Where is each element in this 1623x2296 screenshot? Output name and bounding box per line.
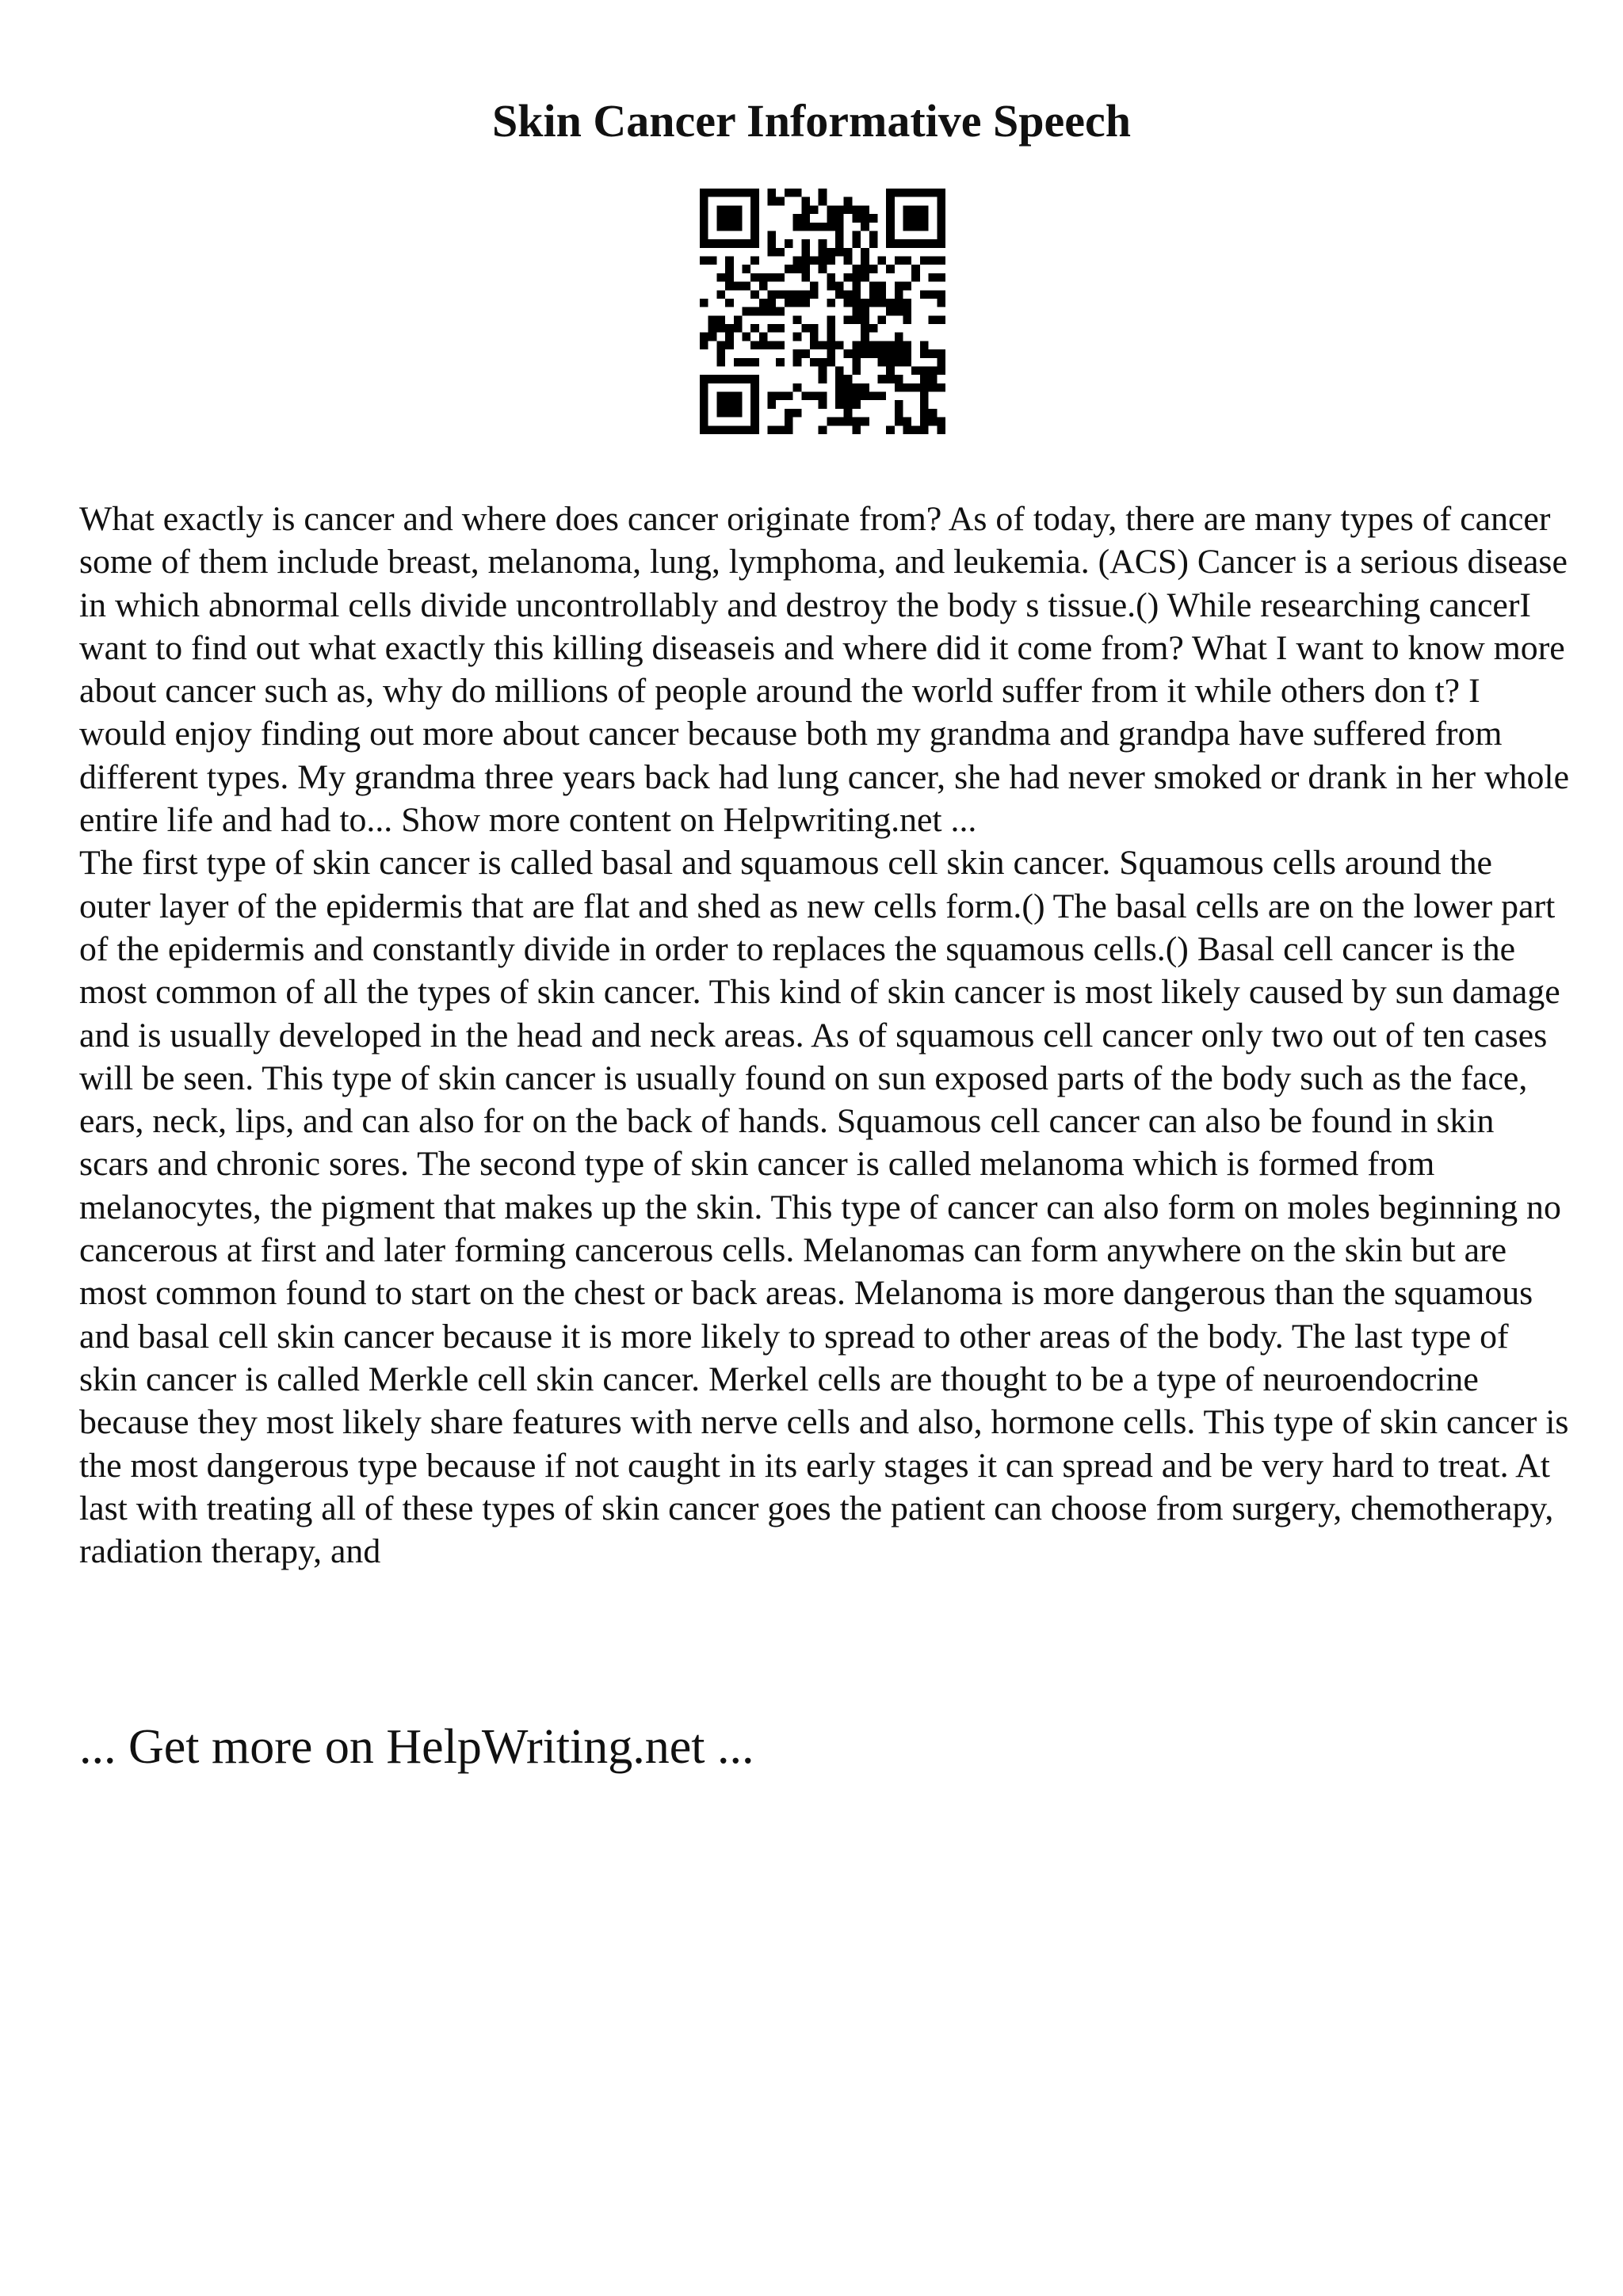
page-title: Skin Cancer Informative Speech <box>491 95 1132 147</box>
paragraph-intro: What exactly is cancer and where does cancer originate from? As of today, there are many types of cancer some of them include breast, melanoma, lung, lymphoma, and leukemia. (ACS) Cancer is a serious disease in which abnormal cells divide uncontrollably and destroy the body s tissue.() While researching cancerI want to find out what exactly this killing diseaseis and where did it come from? What I want to know more about cancer such as, why do millions of people around the world suffer from it while others don t? I would enjoy finding out more about cancer because both my grandma and grandpa have suffered from different types. My grandma three years back had lung cancer, she had never smoked or drank in her whole entire life and had to... Show more content on Helpwriting.net ... <box>79 500 1570 840</box>
paragraph-skin-cancer-types: The first type of skin cancer is called basal and squamous cell skin cancer. Squamous cells around the outer layer of the epidermis that are flat and shed as new cells form.() The basal cells are on the lower part of the epidermis and constantly divide in order to replaces the squamous cells.() Basal cell cancer is the most common of all the types of skin cancer. This kind of skin cancer is most likely caused by sun damage and is usually developed in the head and neck areas. As of squamous cell cancer only two out of ten cases will be seen. This type of skin cancer is usually found on sun exposed parts of the body such as the face, ears, neck, lips, and can also for on the back of hands. Squamous cell cancer can also be found in skin scars and chronic sores. The second type of skin cancer is called melanoma which is formed from melanocytes, the pigment that makes up the skin. This type of cancer can also form on moles beginning no cancerous at first and later forming cancerous cells. Melanomas can form anywhere on the skin but are most common found to start on the chest or back areas. Melanoma is more dangerous than the squamous and basal cell skin cancer because it is more likely to spread to other areas of the body. The last type of skin cancer is called Merkle cell skin cancer. Merkel cells are thought to be a type of neuroendocrine because they most likely share features with nerve cells and also, hormone cells. This type of skin cancer is the most dangerous type because if not caught in its early stages it can spread and be very hard to treat. At last with treating all of these types of skin cancer goes the patient can choose from surgery, chemotherapy, radiation therapy, and <box>79 844 1569 1571</box>
get-more-link[interactable]: ... Get more on HelpWriting.net ... <box>79 1720 754 1774</box>
qr-code-icon <box>700 189 945 434</box>
article-body <box>79 498 1569 1573</box>
